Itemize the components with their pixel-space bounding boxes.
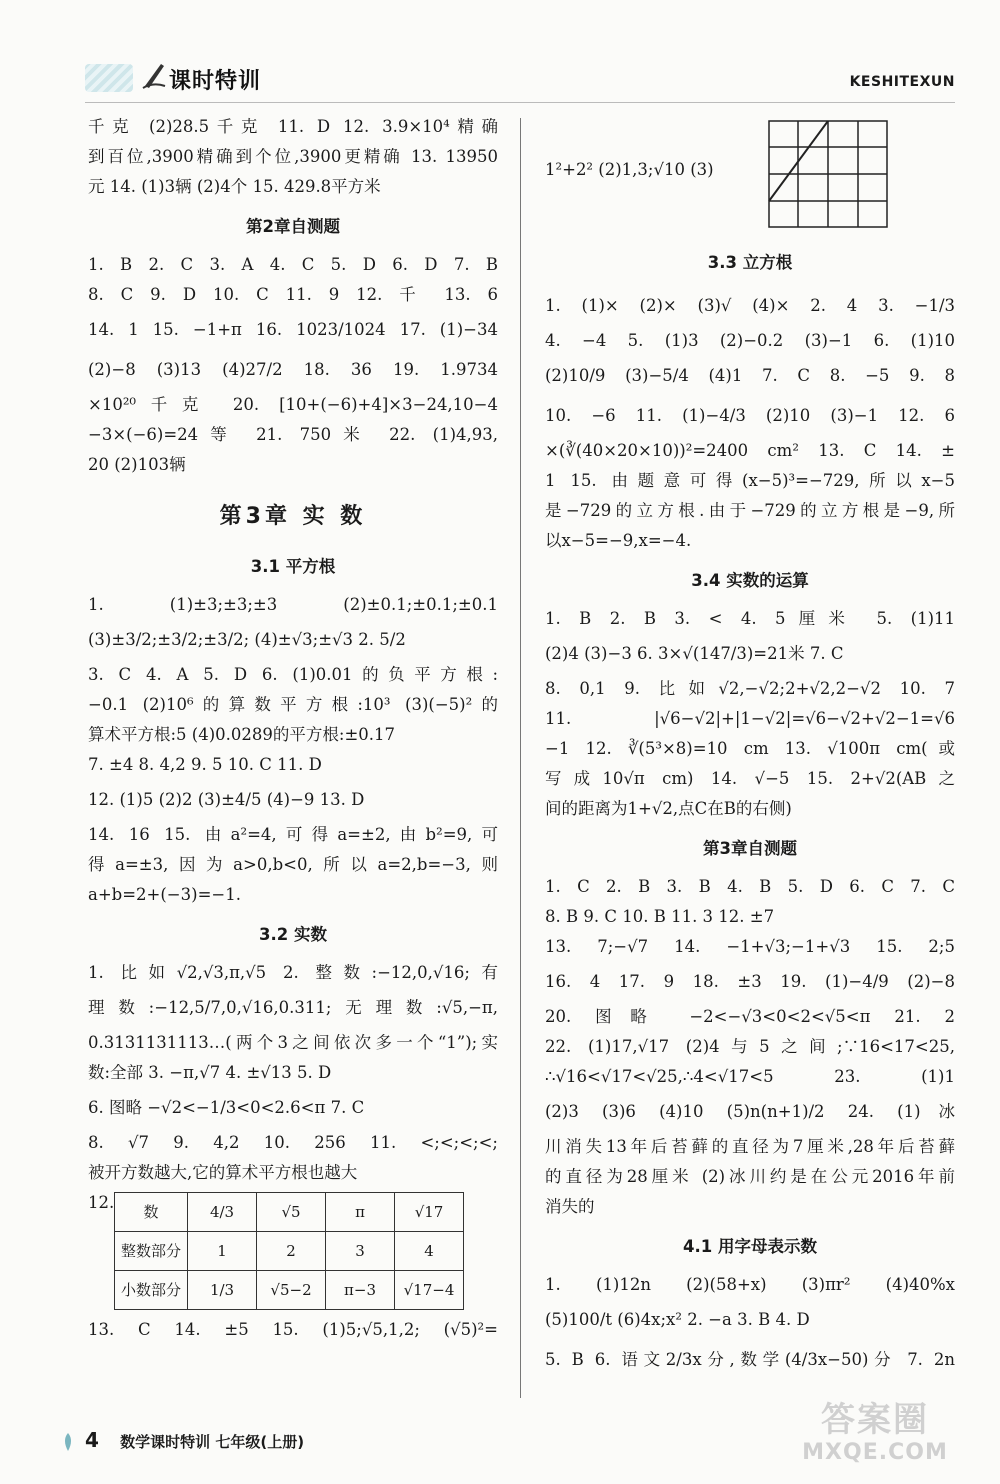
section-heading: 第3章自测题	[703, 839, 797, 858]
table-cell: √17	[395, 1193, 464, 1232]
answer-line: 11. |√6−√2|+|1−√2|=√6−√2+√2−1=√6	[545, 709, 955, 728]
answer-line: 到百位,3900精确到个位,3900更精确 13. 13950	[88, 147, 498, 166]
answer-line: 算术平方根:5 (4)0.0289的平方根:±0.17	[88, 725, 396, 744]
answer-line: 千克 (2)28.5千克 11. D 12. 3.9×10⁴精确	[88, 117, 498, 136]
section-heading: 3.4 实数的运算	[691, 571, 809, 590]
section-heading: 4.1 用字母表示数	[683, 1237, 817, 1256]
answer-line: 间的距离为1+√2,点C在B的右侧)	[545, 799, 792, 818]
page-footer	[85, 1428, 304, 1452]
section-heading: 3.2 实数	[259, 925, 327, 944]
answer-line: 3. C 4. A 5. D 6. (1)0.01的负平方根:	[88, 665, 498, 684]
table-cell: 2	[257, 1232, 326, 1271]
answer-line: (3)±3/2;±3/2;±3/2; (4)±√3;±√3 2. 5/2	[88, 630, 406, 649]
column-divider	[520, 118, 521, 1398]
answer-line: a+b=2+(−3)=−1.	[88, 885, 241, 904]
table-row	[115, 1232, 464, 1271]
answer-line: (2)3 (3)6 (4)10 (5)n(n+1)/2 24. (1)冰	[545, 1102, 955, 1121]
answer-line: 1. B 2. B 3. < 4. 5厘米 5. (1)11	[545, 609, 955, 628]
table-cell: √17−4	[395, 1271, 464, 1310]
table-row	[115, 1193, 464, 1232]
table-cell: π−3	[326, 1271, 395, 1310]
answer-line: 10. −6 11. (1)−4/3 (2)10 (3)−1 12. 6	[545, 406, 955, 425]
answer-line: 1. 比如√2,√3,π,√5 2. 整数:−12,0,√16;有	[88, 963, 498, 982]
answer-line: 20 (2)103辆	[88, 455, 186, 474]
number-parts-table	[114, 1192, 464, 1310]
answer-line: 消失的	[545, 1197, 595, 1216]
brand-pinyin: KESHITEXUN	[849, 74, 955, 90]
logo-graphic	[85, 64, 133, 92]
table-cell: 整数部分	[115, 1232, 188, 1271]
chapter-heading: 第3章 实 数	[219, 504, 367, 529]
answer-line: 1. (1)12n (2)(58+x) (3)πr² (4)40%x	[545, 1275, 955, 1294]
answer-line: 被开方数越大,它的算术平方根也越大	[88, 1163, 358, 1182]
answer-line: 1. B 2. C 3. A 4. C 5. D 6. D 7. B	[88, 255, 498, 274]
answer-line: 6. 图略 −√2<−1/3<0<2.6<π 7. C	[88, 1098, 365, 1117]
answer-line: 以x−5=−9,x=−4.	[545, 531, 692, 550]
book-title: 数学课时特训 七年级(上册)	[120, 1433, 305, 1451]
table-cell: 1/3	[188, 1271, 257, 1310]
table-cell: 小数部分	[115, 1271, 188, 1310]
answer-line: 12. (1)5 (2)2 (3)±4/5 (4)−9 13. D	[88, 790, 365, 809]
grid-figure	[768, 120, 888, 228]
answer-line: 0.3131131113…(两个3之间依次多一个“1”);实	[88, 1033, 498, 1052]
answer-line: 8. B 9. C 10. B 11. 3 12. ±7	[545, 907, 775, 926]
right-column	[545, 238, 955, 1380]
left-column	[88, 112, 498, 1350]
answer-line: 1. (1)× (2)× (3)√ (4)× 2. 4 3. −1/3	[545, 296, 955, 315]
section-heading: 第2章自测题	[246, 217, 340, 236]
answer-line: 14. 16 15. 由a²=4,可得a=±2,由b²=9,可	[88, 825, 498, 844]
answer-line: 4. −4 5. (1)3 (2)−0.2 (3)−1 6. (1)10	[545, 331, 955, 350]
pen-icon	[141, 60, 167, 90]
answer-line: 22. (1)17,√17 (2)4与5之间;∵16<17<25,	[545, 1037, 955, 1056]
watermark	[790, 1400, 960, 1470]
answer-line: 7. ±4 8. 4,2 9. 5 10. C 11. D	[88, 755, 322, 774]
answer-line: 1 15. 由题意可得(x−5)³=−729,所以x−5	[545, 471, 955, 490]
answer-line: 川消失13年后苔藓的直径为7厘米,28年后苔藓	[545, 1137, 955, 1156]
answer-line: −3×(−6)=24等 21. 750米 22. (1)4,93,	[88, 425, 498, 444]
table-cell: √5	[257, 1193, 326, 1232]
answer-line: 8. √7 9. 4,2 10. 256 11. <;<;<;<;	[88, 1133, 498, 1152]
table-row	[115, 1271, 464, 1310]
answer-line: 元 14. (1)3辆 (2)4个 15. 429.8平方米	[88, 177, 381, 196]
answer-line: 13. 7;−√7 14. −1+√3;−1+√3 15. 2;5	[545, 937, 955, 956]
answer-line: (2)4 (3)−3 6. 3×√(147/3)=21米 7. C	[545, 644, 844, 663]
answer-line: 写成10√π cm) 14. √−5 15. 2+√2(AB之	[545, 769, 955, 788]
answer-line: (2)10/9 (3)−5/4 (4)1 7. C 8. −5 9. 8	[545, 366, 955, 385]
table-cell: 数	[115, 1193, 188, 1232]
answer-line: 12.	[88, 1193, 115, 1212]
header-rule	[85, 102, 955, 103]
answer-line: 5. B 6. 语文2/3x分,数学(4/3x−50)分 7. 2n	[545, 1350, 955, 1369]
watermark-url: MXQE.COM	[802, 1440, 948, 1465]
answer-line: (5)100/t (6)4x;x² 2. −a 3. B 4. D	[545, 1310, 810, 1329]
answer-line: (2)−8 (3)13 (4)27/2 18. 36 19. 1.9734	[88, 360, 498, 379]
answer-line: −1 12. ∛(5³×8)=10 cm 13. √100π cm(或	[545, 739, 955, 758]
brand-title: 课时特训	[169, 69, 262, 94]
answer-line: 数:全部 3. −π,√7 4. ±√13 5. D	[88, 1063, 332, 1082]
table-cell: π	[326, 1193, 395, 1232]
table-cell: 1	[188, 1232, 257, 1271]
leaf-icon	[62, 1432, 74, 1452]
answer-line: 理数:−12,5/7,0,√16,0.311;无理数:√5,−π,	[88, 998, 498, 1017]
answer-line: ×10²⁰千克 20. [10+(−6)+4]×3−24,10−4	[88, 395, 498, 414]
answer-line: 1. C 2. B 3. B 4. B 5. D 6. C 7. C	[545, 877, 955, 896]
answer-line: 8. C 9. D 10. C 11. 9 12. 千 13. 6	[88, 285, 498, 304]
answer-line: 14. 1 15. −1+π 16. 1023/1024 17. (1)−34	[88, 320, 498, 339]
page-header	[85, 60, 955, 100]
answer-line: −0.1 (2)10⁶的算数平方根:10³ (3)(−5)²的	[88, 695, 498, 714]
answer-line: 8. 0,1 9. 比如√2,−√2;2+√2,2−√2 10. 7	[545, 679, 955, 698]
table-cell: 4	[395, 1232, 464, 1271]
answer-line: 13. C 14. ±5 15. (1)5;√5,1,2; (√5)²=	[88, 1320, 498, 1339]
answer-line: 20. 图略 −2<−√3<0<2<√5<π 21. 2	[545, 1007, 955, 1026]
section-heading: 3.3 立方根	[707, 253, 793, 272]
section-heading: 3.1 平方根	[250, 557, 336, 576]
table-cell: 3	[326, 1232, 395, 1271]
answer-line: 是−729的立方根.由于−729的立方根是−9,所	[545, 501, 955, 520]
answer-line: 的直径为28厘米 (2)冰川约是在公元2016年前	[545, 1167, 955, 1186]
answer-line: 1. (1)±3;±3;±3 (2)±0.1;±0.1;±0.1	[88, 595, 498, 614]
table-cell: √5−2	[257, 1271, 326, 1310]
answer-line: ∴√16<√17<√25,∴4<√17<5 23. (1)1	[545, 1067, 955, 1086]
watermark-logo-text: 答案圈	[821, 1400, 929, 1440]
answer-line: 1²+2² (2)1,3;√10 (3)	[545, 160, 714, 179]
answer-line: 得a=±3,因为a>0,b<0,所以a=2,b=−3,则	[88, 855, 498, 874]
answer-line: ×(∛(40×20×10))²=2400 cm² 13. C 14. ±	[545, 441, 955, 460]
answer-line: 16. 4 17. 9 18. ±3 19. (1)−4/9 (2)−8	[545, 972, 955, 991]
page-number: 4	[85, 1428, 99, 1452]
table-cell: 4/3	[188, 1193, 257, 1232]
